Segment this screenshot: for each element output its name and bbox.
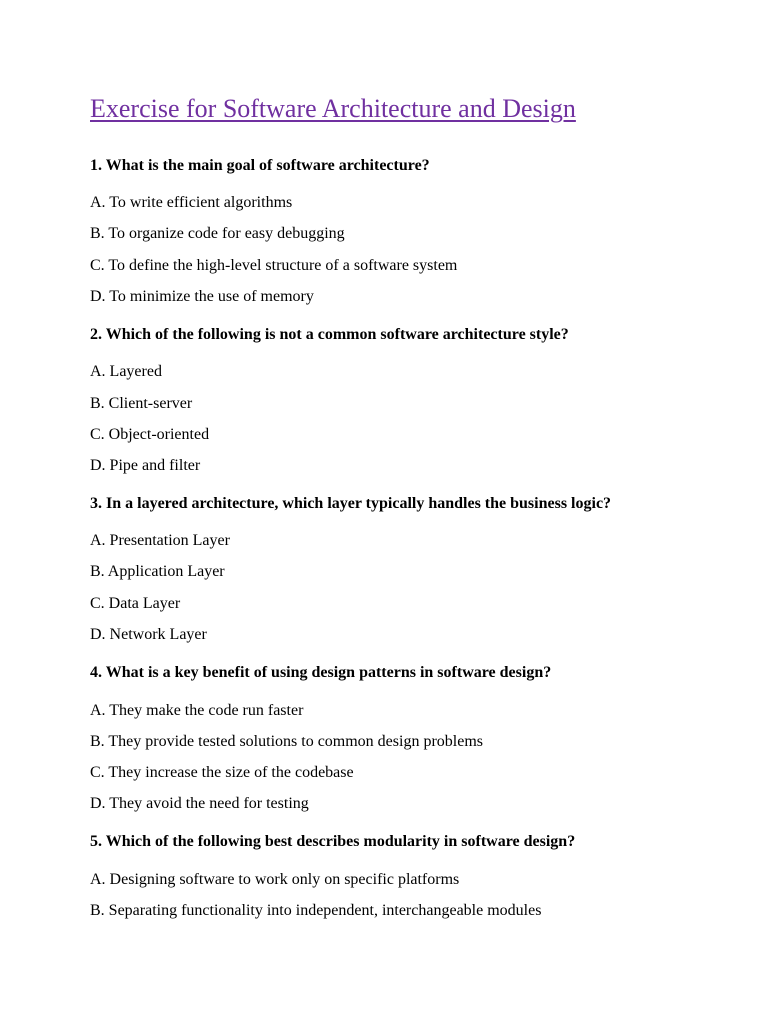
question-3-option-d: D. Network Layer <box>90 626 207 643</box>
question-4-option-b: B. They provide tested solutions to common design problems <box>90 733 483 750</box>
question-1-option-d: D. To minimize the use of memory <box>90 288 314 305</box>
question-3: 3. In a layered architecture, which layer typically handles the business logic? <box>90 495 612 512</box>
question-5-option-a: A. Designing software to work only on specific platforms <box>90 871 460 888</box>
question-1-option-c: C. To define the high-level structure of a software system <box>90 257 458 274</box>
question-3-option-c: C. Data Layer <box>90 595 181 612</box>
question-2-option-c: C. Object-oriented <box>90 426 210 443</box>
question-4: 4. What is a key benefit of using design patterns in software design? <box>90 664 552 681</box>
question-4-option-a: A. They make the code run faster <box>90 702 304 719</box>
question-3-option-b: B. Application Layer <box>90 563 225 580</box>
question-5-option-b: B. Separating functionality into independent, interchangeable modules <box>90 902 542 919</box>
question-2: 2. Which of the following is not a common software architecture style? <box>90 326 569 343</box>
question-2-option-b: B. Client-server <box>90 395 193 412</box>
question-5: 5. Which of the following best describes modularity in software design? <box>90 833 576 850</box>
question-1: 1. What is the main goal of software architecture? <box>90 157 430 174</box>
question-4-option-d: D. They avoid the need for testing <box>90 795 309 812</box>
question-3-option-a: A. Presentation Layer <box>90 532 230 549</box>
question-2-option-d: D. Pipe and filter <box>90 457 201 474</box>
question-1-option-b: B. To organize code for easy debugging <box>90 225 345 242</box>
question-2-option-a: A. Layered <box>90 363 162 380</box>
document-title: Exercise for Software Architecture and Design <box>90 94 576 123</box>
question-4-option-c: C. They increase the size of the codebase <box>90 764 354 781</box>
question-1-option-a: A. To write efficient algorithms <box>90 194 293 211</box>
